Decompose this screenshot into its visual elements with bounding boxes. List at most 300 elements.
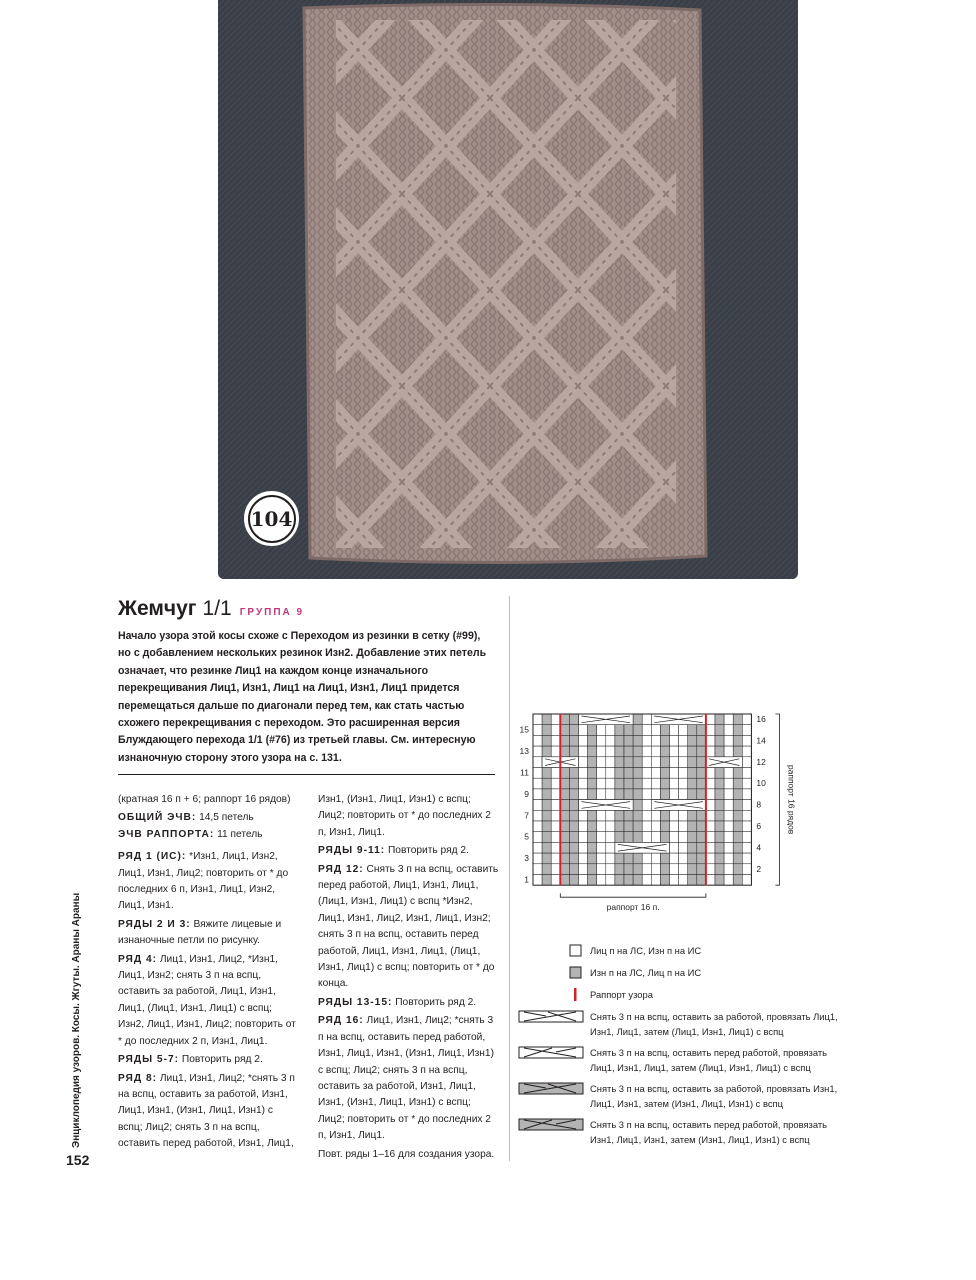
row-number-left: 1 (524, 874, 529, 885)
gauge-line: (кратная 16 п + 6; раппорт 16 рядов) (118, 794, 291, 805)
chart-cell (560, 725, 569, 736)
chart-cell (670, 735, 679, 746)
chart-cell (642, 853, 651, 864)
chart-cell (615, 864, 624, 875)
chart-cell (606, 821, 615, 832)
chart-cell (588, 789, 597, 800)
chart-cell (624, 735, 633, 746)
chart-cell (670, 746, 679, 757)
chart-cell (597, 778, 606, 789)
chart-cell (724, 875, 733, 886)
chart-cell (679, 725, 688, 736)
chart-cell (706, 725, 715, 736)
chart-cell (624, 864, 633, 875)
chart-cell (569, 789, 578, 800)
chart-cell (624, 832, 633, 843)
side-running-head: Энциклопедия узоров. Косы. Жгуты. Араны Араны (71, 892, 82, 1148)
chart-cell (679, 778, 688, 789)
chart-cell (733, 746, 742, 757)
chart-cell (715, 778, 724, 789)
chart-cell (697, 842, 706, 853)
chart-cell (670, 768, 679, 779)
chart-cell (733, 735, 742, 746)
chart-cell (697, 810, 706, 821)
chart-cell (560, 821, 569, 832)
chart-cell (733, 810, 742, 821)
chart-cell (533, 875, 542, 886)
chart-cell (560, 842, 569, 853)
chart-cell (706, 800, 715, 811)
chart-cell (660, 832, 669, 843)
chart-cell (569, 735, 578, 746)
chart-cell (688, 810, 697, 821)
chart-cell (597, 875, 606, 886)
row-number-right: 10 (756, 778, 766, 789)
chart-cell (742, 746, 751, 757)
chart-cell (706, 821, 715, 832)
chart-cell (569, 714, 578, 725)
cable-back-purl-icon (518, 1082, 588, 1096)
chart-cell (660, 864, 669, 875)
chart-cell (606, 746, 615, 757)
chart-cell (579, 778, 588, 789)
chart-cell (624, 768, 633, 779)
chart-cell (642, 757, 651, 768)
chart-cell (706, 842, 715, 853)
chart-cell (697, 746, 706, 757)
chart-cell (715, 800, 724, 811)
chart-cell (533, 735, 542, 746)
chart-cell (697, 735, 706, 746)
chart-cell (533, 746, 542, 757)
chart-cell (724, 842, 733, 853)
chart-cell (688, 853, 697, 864)
chart-cell (651, 821, 660, 832)
chart-cell (560, 810, 569, 821)
chart-cell (679, 735, 688, 746)
chart-cell (588, 842, 597, 853)
chart-cell (624, 810, 633, 821)
chart-cell (606, 810, 615, 821)
chart-cell (688, 875, 697, 886)
row-number-left: 7 (524, 810, 529, 821)
chart-cell (542, 725, 551, 736)
chart-cell (597, 832, 606, 843)
chart-cell (715, 853, 724, 864)
chart-cell (542, 875, 551, 886)
chart-cell (706, 789, 715, 800)
chart-cell (533, 800, 542, 811)
chart-cell (560, 768, 569, 779)
row-number-right: 14 (756, 735, 766, 746)
chart-cell (615, 821, 624, 832)
chart-cell (560, 832, 569, 843)
chart-cell (542, 842, 551, 853)
chart-cell (597, 725, 606, 736)
chart-cell (670, 821, 679, 832)
chart-cell (706, 768, 715, 779)
chart-cell (569, 875, 578, 886)
chart-cell (624, 853, 633, 864)
chart-cell (542, 768, 551, 779)
chart-cell (733, 725, 742, 736)
chart-cell (588, 768, 597, 779)
chart-cell (606, 725, 615, 736)
chart-cell (569, 821, 578, 832)
chart-cell (633, 810, 642, 821)
chart-cell (688, 832, 697, 843)
chart-cell (560, 735, 569, 746)
chart-cell (642, 768, 651, 779)
chart-cell (551, 800, 560, 811)
chart-cell (742, 778, 751, 789)
repeat-note: Повт. ряды 1–16 для создания узора. (318, 1148, 495, 1160)
chart-cell (569, 842, 578, 853)
row-2-3: РЯДЫ 2 И 3: Вяжите лицевые и изнаночные петли по рисунку. (118, 918, 282, 947)
chart-cell (697, 789, 706, 800)
chart-cell (660, 810, 669, 821)
chart-cell (742, 842, 751, 853)
chart-cell (633, 725, 642, 736)
chart-cell (715, 735, 724, 746)
chart-cell (569, 810, 578, 821)
chart-cell (733, 821, 742, 832)
chart-cell (688, 842, 697, 853)
chart-cell (660, 725, 669, 736)
chart-cell (615, 853, 624, 864)
chart-cell (633, 800, 642, 811)
chart-cell (724, 832, 733, 843)
chart-cell (706, 875, 715, 886)
chart-cell (697, 768, 706, 779)
chart-cell (633, 864, 642, 875)
chart-cell (551, 832, 560, 843)
row-8-cont: Изн1, (Изн1, Лиц1, Изн1) с вспц; Лиц2; повторить от * до последних 2 п, Изн1, Лиц1. (318, 794, 491, 838)
chart-cell (670, 778, 679, 789)
chart-cell (706, 714, 715, 725)
chart-cell (733, 714, 742, 725)
row-number-left: 13 (519, 746, 529, 757)
chart-cell (551, 789, 560, 800)
chart-cell (651, 810, 660, 821)
row-number-right: 2 (756, 863, 762, 874)
chart-cell (642, 725, 651, 736)
repeat-rows-label: раппорт 16 рядов (786, 764, 797, 835)
chart-cell (533, 757, 542, 768)
row-number-left: 5 (524, 831, 529, 842)
chart-cell (733, 778, 742, 789)
chart-cell (651, 853, 660, 864)
chart-cell (542, 800, 551, 811)
chart-cell (697, 725, 706, 736)
chart-cell (660, 789, 669, 800)
chart-cell (688, 778, 697, 789)
chart-cell (715, 821, 724, 832)
chart-cell (588, 725, 597, 736)
chart-cell (670, 810, 679, 821)
chart-cell (651, 735, 660, 746)
row-8: РЯД 8: Лиц1, Изн1, Лиц2; *снять 3 п на вспц, оставить за работой, Изн1, Лиц1, Изн1, (Изн1, Лиц1, Изн1) с вспц; Лиц2; снять 3 п на вспц, оставить перед работой, Изн1, Лиц1, (118, 1072, 295, 1150)
chart-cell (642, 800, 651, 811)
chart-cell (733, 800, 742, 811)
chart-cell (670, 757, 679, 768)
chart-cell (742, 768, 751, 779)
chart-cell (742, 800, 751, 811)
chart-cell (742, 832, 751, 843)
chart-cell (633, 735, 642, 746)
chart-cell (724, 800, 733, 811)
chart-cell (551, 821, 560, 832)
row-number-right: 16 (756, 714, 766, 724)
purl-symbol-icon (518, 966, 588, 980)
title-size: 1/1 (202, 597, 232, 620)
chart-cell (533, 768, 542, 779)
chart-cell (569, 778, 578, 789)
chart-cell (533, 853, 542, 864)
chart-cell (660, 768, 669, 779)
chart-cell (651, 778, 660, 789)
chart-cell (588, 864, 597, 875)
chart-cell (606, 757, 615, 768)
chart-cell (733, 842, 742, 853)
chart-cell (569, 800, 578, 811)
cable-back-knit-icon (518, 1010, 588, 1024)
chart-cell (715, 746, 724, 757)
chart-cell (688, 789, 697, 800)
chart-cell (724, 768, 733, 779)
chart-cell (742, 853, 751, 864)
chart-cell (615, 778, 624, 789)
chart-cell (688, 725, 697, 736)
chart-cell (579, 757, 588, 768)
chart-cell (724, 789, 733, 800)
chart-cell (615, 875, 624, 886)
chart-cell (697, 832, 706, 843)
chart-cell (615, 725, 624, 736)
chart-cell (597, 821, 606, 832)
chart-cell (588, 735, 597, 746)
chart-cell (697, 821, 706, 832)
chart-cell (670, 875, 679, 886)
chart-cell (551, 768, 560, 779)
chart-cell (688, 768, 697, 779)
chart-cell (642, 810, 651, 821)
chart-cell (688, 735, 697, 746)
chart-cell (615, 810, 624, 821)
chart-cell (579, 789, 588, 800)
cable-front-purl-icon (518, 1118, 588, 1132)
chart-cell (651, 875, 660, 886)
chart-cell (597, 842, 606, 853)
chart-cell (597, 746, 606, 757)
chart-cell (651, 864, 660, 875)
chart-cell (660, 821, 669, 832)
chart-cell (597, 735, 606, 746)
row-number-right: 4 (756, 842, 762, 853)
chart-cell (642, 778, 651, 789)
chart-cell (742, 725, 751, 736)
chart-cell (606, 832, 615, 843)
row-5-7: РЯДЫ 5-7: Повторить ряд 2. (118, 1054, 263, 1066)
chart-cell (633, 746, 642, 757)
chart-cell (533, 842, 542, 853)
chart-cell (551, 714, 560, 725)
chart-cell (597, 853, 606, 864)
chart-cell (697, 864, 706, 875)
chart-cell (533, 778, 542, 789)
chart-cell (579, 875, 588, 886)
chart-cell (642, 832, 651, 843)
chart-cell (551, 864, 560, 875)
chart-cell (633, 853, 642, 864)
chart-cell (660, 778, 669, 789)
chart-cell (706, 853, 715, 864)
chart-cell (615, 832, 624, 843)
chart-cell (724, 821, 733, 832)
chart-cell (633, 821, 642, 832)
chart-cell (569, 746, 578, 757)
chart-cell (742, 810, 751, 821)
chart-cell (679, 789, 688, 800)
chart-cell (715, 875, 724, 886)
chart-cell (615, 757, 624, 768)
row-12: РЯД 12: Снять 3 п на вспц, оставить перед работой, Лиц1, Изн1, Лиц1, (Лиц1, Изн1, Лиц1) с вспц *Изн2, Лиц1, Изн1, Лиц2, Изн1, Лиц1, Изн2; снять 3 п на вспц, оставить перед работой, Лиц1, Изн1, Лиц1, (Лиц1, Изн1, Лиц1) с вспц; повторить от * до конца. (318, 863, 499, 990)
chart-cell (715, 810, 724, 821)
chart-cell (733, 789, 742, 800)
chart-cell (660, 875, 669, 886)
chart-cell (606, 842, 615, 853)
chart-cell (724, 778, 733, 789)
chart-cell (724, 714, 733, 725)
chart-cell (733, 853, 742, 864)
chart-cell (624, 757, 633, 768)
chart-cell (551, 735, 560, 746)
chart-cell (688, 746, 697, 757)
chart-cell (651, 789, 660, 800)
chart-cell (651, 746, 660, 757)
intro-paragraph: Начало узора этой косы схоже с Переходом из резинки в сетку (#99), но с добавлением нескольких резинок Изн2. Добавление этих петель означает, что резинке Лиц1 на каждом конце изначального перекрещивания Лиц1, Изн1, Лиц1 на Лиц1, Изн1, Лиц1 придется перемещаться дальше по диагонали перед тем, как стать частью схожего перекрещивания с переходом. Это расширенная версия Блуждающего перехода 1/1 (#76) из третьей главы. См. интересную изнаночную сторону этого узора на с. 131. (118, 630, 487, 764)
swatch-photo (218, 0, 798, 579)
chart-cell (651, 725, 660, 736)
chart-cell (624, 875, 633, 886)
chart-cell (670, 789, 679, 800)
chart-cell (551, 725, 560, 736)
chart-cell (624, 778, 633, 789)
page-number: 152 (66, 1152, 90, 1168)
chart-cell (742, 864, 751, 875)
chart-cell (588, 853, 597, 864)
chart-cell (533, 714, 542, 725)
chart-cell (533, 832, 542, 843)
chart-cell (688, 821, 697, 832)
chart-cell (551, 746, 560, 757)
chart-cell (670, 842, 679, 853)
row-number-right: 8 (756, 799, 762, 810)
chart-cell (724, 725, 733, 736)
chart-cell (579, 735, 588, 746)
chart-cell (569, 864, 578, 875)
chart-cell (715, 725, 724, 736)
chart-cell (542, 853, 551, 864)
chart-cell (633, 832, 642, 843)
chart-cell (706, 735, 715, 746)
repeat-gauge: ЭЧВ РАППОРТА: 11 петель (118, 828, 263, 840)
chart-cell (742, 714, 751, 725)
chart-cell (697, 853, 706, 864)
chart-cell (542, 864, 551, 875)
chart-cell (642, 714, 651, 725)
chart-cell (715, 864, 724, 875)
row-4: РЯД 4: Лиц1, Изн1, Лиц2, *Изн1, Лиц1, Изн2; снять 3 п на вспц, оставить за работой, Лиц1, Изн1, Лиц1, (Лиц1, Изн1, Лиц1) с вспц; Изн2, Лиц1, Изн1, Лиц2; повторить от * до последних 2 п, Изн1, Лиц1. (118, 953, 296, 1047)
chart-cell (533, 789, 542, 800)
chart-cell (642, 864, 651, 875)
chart-cell (697, 757, 706, 768)
chart-cell (660, 853, 669, 864)
chart-cell (560, 714, 569, 725)
chart-cell (579, 810, 588, 821)
chart-cell (679, 853, 688, 864)
chart-cell (633, 778, 642, 789)
repeat-line-icon (518, 988, 588, 1002)
chart-cell (679, 842, 688, 853)
chart-cell (660, 735, 669, 746)
chart-cell (560, 778, 569, 789)
chart-cell (633, 714, 642, 725)
chart-cell (569, 768, 578, 779)
chart-cell (733, 832, 742, 843)
chart-cell (679, 746, 688, 757)
chart-cell (579, 768, 588, 779)
chart-cell (706, 864, 715, 875)
chart-cell (579, 842, 588, 853)
chart-cell (679, 768, 688, 779)
chart-cell (606, 864, 615, 875)
chart-cell (642, 821, 651, 832)
chart-cell (588, 832, 597, 843)
chart-cell (560, 853, 569, 864)
row-number-right: 12 (756, 756, 766, 767)
chart-cell (679, 832, 688, 843)
chart-cell (588, 757, 597, 768)
chart-cell (724, 810, 733, 821)
chart-cell (679, 821, 688, 832)
chart-cell (670, 832, 679, 843)
total-gauge: ОБЩИЙ ЭЧВ: 14,5 петель (118, 812, 254, 824)
chart-cell (560, 746, 569, 757)
chart-cell (560, 875, 569, 886)
chart-cell (715, 832, 724, 843)
chart-cell (606, 778, 615, 789)
pattern-title (118, 597, 304, 621)
chart-cell (588, 810, 597, 821)
chart-cell (670, 864, 679, 875)
chart-cell (533, 725, 542, 736)
chart-cell (615, 789, 624, 800)
title-group: ГРУППА 9 (239, 607, 305, 618)
chart-cell (533, 821, 542, 832)
pattern-number-badge (244, 491, 299, 546)
chart-cell (742, 875, 751, 886)
chart-cell (679, 810, 688, 821)
row-1: РЯД 1 (ИС): *Изн1, Лиц1, Изн2, Лиц1, Изн1, Лиц2; повторить от * до последних 6 п, Изн1, Лиц1, Изн2, Лиц1, Изн1. (118, 851, 289, 912)
chart-cell (642, 735, 651, 746)
repeat-rows-bracket (775, 714, 779, 885)
chart-cell (724, 746, 733, 757)
knitting-chart (512, 700, 812, 935)
chart-cell (551, 810, 560, 821)
chart-cell (724, 735, 733, 746)
divider (118, 774, 495, 775)
